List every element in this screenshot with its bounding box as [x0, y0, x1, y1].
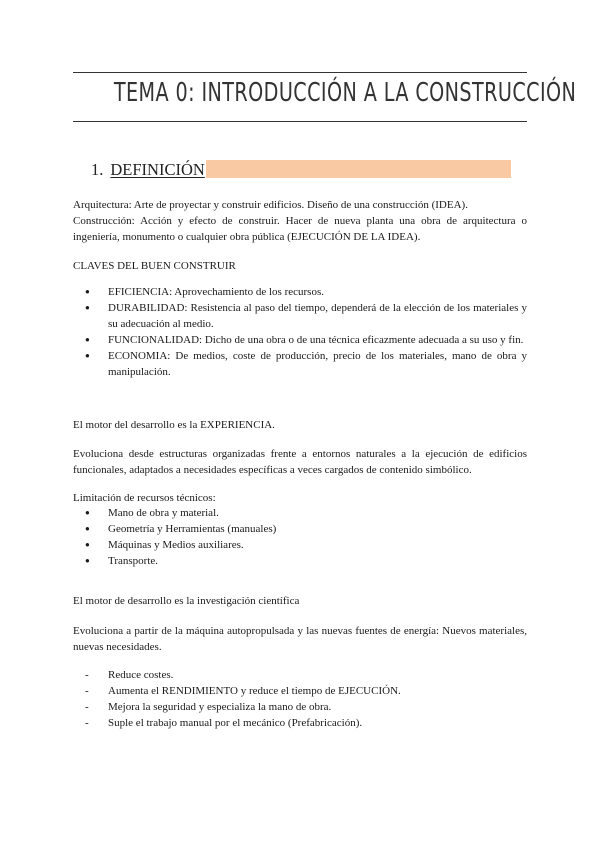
dash-icon: [85, 683, 105, 699]
ventajas-list: [85, 667, 527, 731]
list-item: - Suple el trabajo manual por el mecánico (Prefabricación).: [85, 715, 527, 731]
bullet-icon: [85, 521, 105, 538]
title-top-rule: [73, 72, 527, 73]
evolucion-paragraph-1: Evoluciona desde estructuras organizadas frente a entornos naturales a la ejecución de edificios funcionales, adaptados a necesidades específicas a veces cargados de contenido simbólico.: [73, 448, 527, 476]
bullet-icon: [85, 348, 105, 365]
definition-arquitectura: Arquitectura: Arte de proyectar y construir edificios. Diseño de una construcción (IDEA).: [73, 199, 468, 211]
list-item: ● ECONOMIA: De medios, coste de producción, precio de los materiales, mano de obra y manipulación.: [85, 348, 527, 380]
dash-icon: [85, 699, 105, 715]
bullet-icon: [85, 505, 105, 522]
section-title: DEFINICIÓN: [110, 160, 205, 179]
list-item: - Reduce costes.: [85, 667, 527, 683]
bullet-icon: [85, 553, 105, 570]
bullet-icon: [85, 300, 105, 317]
list-item: ● DURABILIDAD: Resistencia al paso del tiempo, dependerá de la elección de los materiales y su adecuación al medio.: [85, 300, 527, 332]
list-item: ● Geometría y Herramientas (manuales): [85, 521, 527, 537]
definition-construccion: Construcción: Acción y efecto de construir. Hacer de nueva planta una obra de arquitectura o ingeniería, monumento o cualquier obra pública (EJECUCIÓN DE LA IDEA).: [73, 215, 527, 243]
section-number: 1.: [91, 160, 104, 179]
claves-list: [85, 284, 527, 380]
dash-icon: [85, 667, 105, 683]
evolucion-paragraph-2: Evoluciona a partir de la máquina autopropulsada y las nuevas fuentes de energía: Nuevos materiales, nuevas necesidades.: [73, 625, 527, 653]
list-item: ● FUNCIONALIDAD: Dicho de una obra o de una técnica eficazmente adecuada a su uso y fin.: [85, 332, 527, 348]
limitaciones-list: [85, 505, 527, 569]
heading-highlight-bar: [206, 160, 511, 178]
list-item: ● EFICIENCIA: Aprovechamiento de los recursos.: [85, 284, 527, 300]
list-item: - Aumenta el RENDIMIENTO y reduce el tiempo de EJECUCIÓN.: [85, 683, 527, 699]
motor-investigacion: El motor de desarrollo es la investigación científica: [73, 595, 300, 607]
bullet-icon: [85, 332, 105, 349]
page-title: TEMA 0: INTRODUCCIÓN A LA CONSTRUCCIÓN: [113, 78, 577, 108]
section-heading: [91, 160, 205, 180]
list-item: ● Mano de obra y material.: [85, 505, 527, 521]
title-bottom-rule: [73, 121, 527, 122]
list-item: ● Máquinas y Medios auxiliares.: [85, 537, 527, 553]
motor-experiencia: El motor del desarrollo es la EXPERIENCIA.: [73, 419, 275, 431]
list-item: - Mejora la seguridad y especializa la mano de obra.: [85, 699, 527, 715]
dash-icon: [85, 715, 105, 731]
bullet-icon: [85, 537, 105, 554]
limitacion-title: Limitación de recursos técnicos:: [73, 492, 216, 504]
claves-title: CLAVES DEL BUEN CONSTRUIR: [73, 260, 236, 272]
bullet-icon: [85, 284, 105, 301]
list-item: ● Transporte.: [85, 553, 527, 569]
